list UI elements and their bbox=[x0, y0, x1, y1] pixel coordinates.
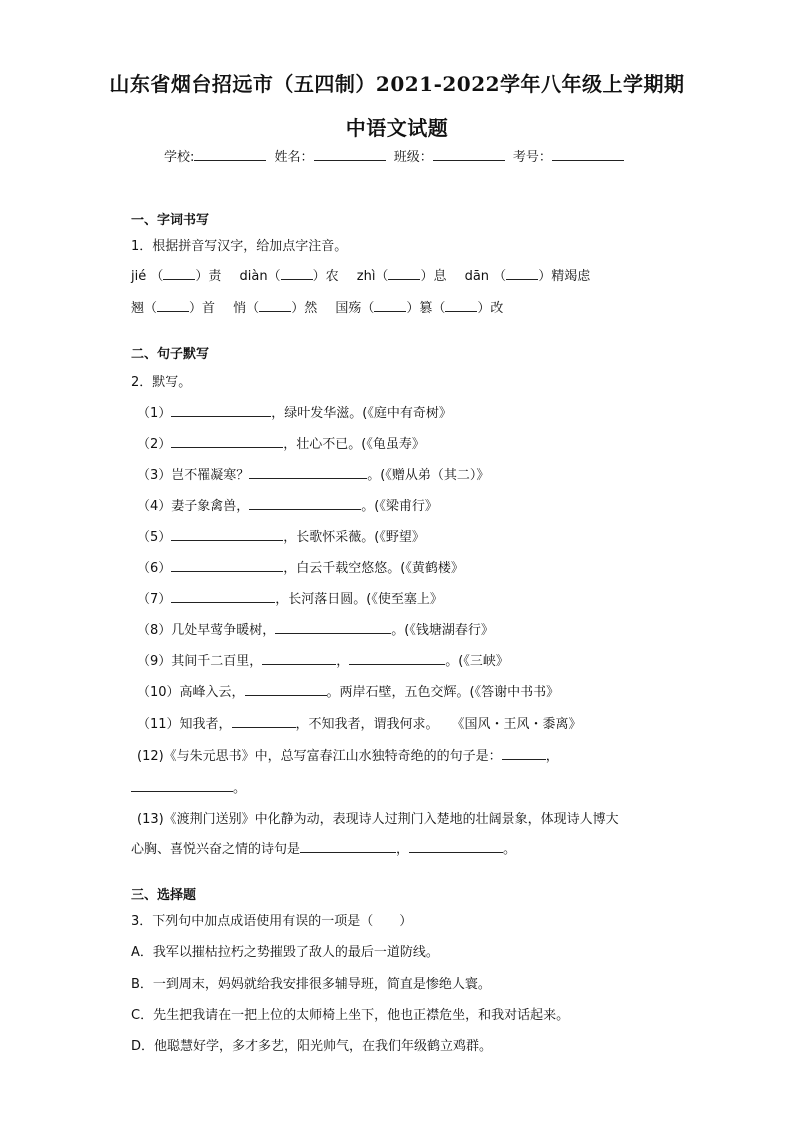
recite-3-post: 。(《赠从弟（其二）》 bbox=[367, 468, 490, 483]
number-label: 考号： bbox=[512, 150, 552, 165]
recite-blank-13a[interactable] bbox=[300, 840, 396, 853]
char-blank-3[interactable] bbox=[374, 299, 406, 312]
pinyin-row-2 bbox=[131, 297, 503, 316]
recite-blank-5[interactable] bbox=[171, 528, 283, 541]
recite-2-post: ，壮心不已。(《龟虽寿》 bbox=[283, 437, 425, 452]
recite-blank-2[interactable] bbox=[171, 435, 283, 448]
recite-11-post: ，不知我者，谓我何求。 《国风・王风・黍离》 bbox=[295, 717, 582, 732]
option-a[interactable]: A．我军以摧枯拉朽之势摧毁了敌人的最后一道防线。 bbox=[131, 945, 439, 960]
char-item-3-pre: 国殇（ bbox=[335, 301, 375, 316]
school-label: 学校: bbox=[164, 150, 195, 165]
recite-blank-3[interactable] bbox=[249, 466, 367, 479]
recite-blank-4[interactable] bbox=[249, 497, 361, 510]
recite-13-post: 。 bbox=[503, 842, 517, 857]
recite-item-11 bbox=[137, 713, 582, 732]
class-label: 班级： bbox=[393, 150, 433, 165]
pinyin-blank-4[interactable] bbox=[506, 267, 538, 280]
pinyin-item-3-post: ）息 bbox=[420, 269, 447, 284]
recite-10-pre: （10）高峰入云， bbox=[137, 685, 245, 700]
page-title-line2: 中语文试题 bbox=[345, 116, 449, 140]
recite-item-10 bbox=[137, 681, 559, 700]
recite-item-8 bbox=[137, 619, 494, 638]
name-blank[interactable] bbox=[314, 148, 386, 161]
recite-blank-12b[interactable] bbox=[131, 779, 233, 792]
question-1: 1．根据拼音写汉字，给加点字注音。 bbox=[131, 239, 348, 254]
char-item-3-post: ）篡（ bbox=[406, 301, 446, 316]
recite-item-6 bbox=[137, 557, 464, 576]
number-blank[interactable] bbox=[552, 148, 624, 161]
recite-5-pre: （5） bbox=[137, 530, 172, 545]
pinyin-item-2-post: ）农 bbox=[312, 269, 339, 284]
question-2: 2．默写。 bbox=[131, 375, 192, 390]
recite-1-pre: （1） bbox=[137, 406, 172, 421]
recite-blank-1[interactable] bbox=[171, 404, 271, 417]
question-3: 3．下列句中加点成语使用有误的一项是（ ） bbox=[131, 914, 413, 929]
recite-item-13: (13)《渡荆门送别》中化静为动，表现诗人过荆门入楚地的壮阔景象，体现诗人博大 bbox=[137, 812, 619, 827]
school-blank[interactable] bbox=[194, 148, 266, 161]
option-d[interactable]: D．他聪慧好学，多才多艺，阳光帅气，在我们年级鹤立鸡群。 bbox=[131, 1039, 493, 1054]
recite-item-7 bbox=[137, 588, 443, 607]
recite-blank-11[interactable] bbox=[232, 715, 296, 728]
recite-4-pre: （4）妻子象禽兽， bbox=[137, 499, 250, 514]
recite-10-post: 。两岸石壁，五色交辉。(《答谢中书书》 bbox=[326, 685, 560, 700]
recite-blank-9a[interactable] bbox=[262, 652, 336, 665]
recite-5-post: ，长歌怀采薇。(《野望》 bbox=[283, 530, 425, 545]
section3-heading: 三、选择题 bbox=[131, 888, 197, 903]
page-title-line1: 山东省烟台招远市（五四制）2021-2022学年八年级上学期期 bbox=[109, 72, 685, 96]
recite-1-post: ，绿叶发华滋。(《庭中有奇树》 bbox=[271, 406, 452, 421]
recite-item-12 bbox=[137, 745, 559, 764]
recite-13-mid: ， bbox=[396, 842, 410, 857]
recite-9-post: 。(《三峡》 bbox=[445, 654, 509, 669]
recite-item-9 bbox=[137, 650, 509, 669]
pinyin-blank-2[interactable] bbox=[281, 267, 313, 280]
recite-2-pre: （2） bbox=[137, 437, 172, 452]
recite-8-pre: （8）几处早莺争暖树， bbox=[137, 623, 276, 638]
recite-item-13-cont bbox=[131, 838, 516, 857]
recite-blank-9b[interactable] bbox=[349, 652, 445, 665]
recite-blank-8[interactable] bbox=[275, 621, 391, 634]
char-item-1-pre: 翘（ bbox=[131, 301, 158, 316]
recite-blank-13b[interactable] bbox=[409, 840, 503, 853]
recite-item-2 bbox=[137, 433, 425, 452]
recite-6-pre: （6） bbox=[137, 561, 172, 576]
recite-blank-7[interactable] bbox=[171, 590, 275, 603]
recite-3-pre: （3）岂不罹凝寒？ bbox=[137, 468, 250, 483]
char-item-1-post: ）首 bbox=[189, 301, 216, 316]
name-label: 姓名： bbox=[274, 150, 314, 165]
recite-item-3 bbox=[137, 464, 489, 483]
option-c[interactable]: C．先生把我请在一把上位的太师椅上坐下，他也正襟危坐，和我对话起来。 bbox=[131, 1008, 570, 1023]
recite-12-pre: (12)《与朱元思书》中，总写富春江山水独特奇绝的的句子是： bbox=[137, 749, 502, 764]
recite-7-post: ，长河落日圆。(《使至塞上》 bbox=[275, 592, 443, 607]
recite-4-post: 。(《梁甫行》 bbox=[361, 499, 438, 514]
recite-9-mid: ， bbox=[336, 654, 350, 669]
recite-6-post: ，白云千载空悠悠。(《黄鹤楼》 bbox=[283, 561, 464, 576]
recite-13-pre: 心胸、喜悦兴奋之情的诗句是 bbox=[131, 842, 301, 857]
section1-heading: 一、字词书写 bbox=[131, 213, 210, 228]
char-blank-1[interactable] bbox=[157, 299, 189, 312]
char-blank-4[interactable] bbox=[445, 299, 477, 312]
student-info-row bbox=[164, 146, 628, 165]
recite-item-5 bbox=[137, 526, 425, 545]
option-b[interactable]: B．一到周末，妈妈就给我安排很多辅导班，简直是惨绝人寰。 bbox=[131, 977, 491, 992]
pinyin-blank-3[interactable] bbox=[388, 267, 420, 280]
recite-item-4 bbox=[137, 495, 438, 514]
char-item-4-post: ）改 bbox=[477, 301, 504, 316]
recite-12-mid: ， bbox=[545, 749, 559, 764]
pinyin-blank-1[interactable] bbox=[163, 267, 195, 280]
char-blank-2[interactable] bbox=[259, 299, 291, 312]
recite-9-pre: （9）其间千二百里， bbox=[137, 654, 263, 669]
pinyin-item-4-post: ）精竭虑 bbox=[538, 269, 591, 284]
char-item-2-post: ）然 bbox=[291, 301, 318, 316]
char-item-2-pre: 悄（ bbox=[233, 301, 260, 316]
recite-7-pre: （7） bbox=[137, 592, 172, 607]
pinyin-item-3-pre: zhì（ bbox=[356, 269, 389, 284]
recite-12-post: 。 bbox=[233, 781, 247, 796]
recite-8-post: 。(《钱塘湖春行》 bbox=[391, 623, 494, 638]
pinyin-item-2-pre: diàn（ bbox=[239, 269, 281, 284]
pinyin-item-1-pre: jié （ bbox=[131, 269, 164, 284]
recite-item-12-cont bbox=[131, 777, 246, 796]
pinyin-item-4-pre: dān （ bbox=[464, 269, 507, 284]
recite-blank-10[interactable] bbox=[245, 683, 327, 696]
pinyin-row-1 bbox=[131, 265, 590, 284]
recite-blank-12a[interactable] bbox=[502, 747, 546, 760]
recite-item-1 bbox=[137, 402, 452, 421]
recite-11-pre: （11）知我者， bbox=[137, 717, 232, 732]
recite-blank-6[interactable] bbox=[171, 559, 283, 572]
pinyin-item-1-post: ）责 bbox=[195, 269, 222, 284]
section2-heading: 二、句子默写 bbox=[131, 347, 210, 362]
class-blank[interactable] bbox=[433, 148, 505, 161]
